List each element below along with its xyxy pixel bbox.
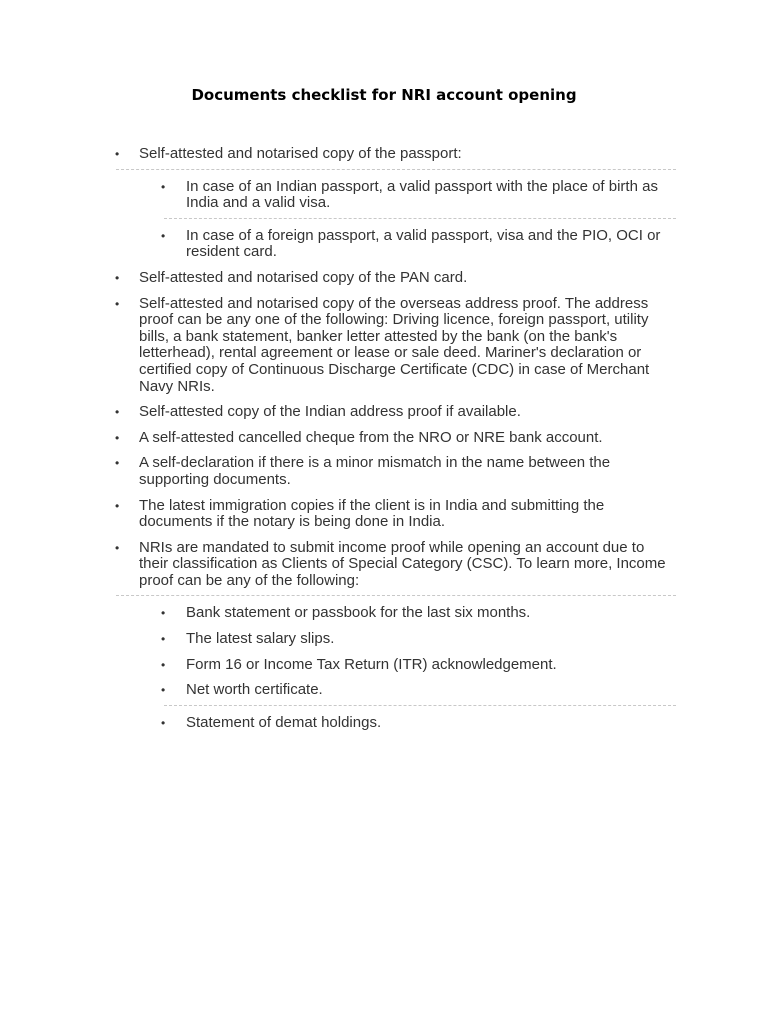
bullet-icon: •	[161, 683, 166, 698]
list-item-text: Self-attested copy of the Indian address proof if available.	[139, 403, 521, 421]
list-item-text: Net worth certificate.	[186, 681, 323, 699]
bullet-icon: •	[161, 179, 166, 194]
divider	[164, 705, 676, 706]
list-item-net-worth	[0, 682, 676, 699]
list-item-indian-passport	[0, 179, 676, 212]
checklist	[0, 146, 768, 731]
list-item-immigration	[0, 498, 669, 531]
list-item-text: Self-attested and notarised copy of the overseas address proof. The address proof can be any one of the following: Driving licence, foreign passport, utility bills, a bank statement, banker letter attested by the bank (on the bank's letterhead), rental agreement or lease or sale deed. Mariner's declaration or certified copy of Continuous Discharge Certificate (CDC) in case of Merchant Navy NRIs.	[139, 294, 650, 395]
list-item-bank-statement	[0, 605, 676, 622]
bullet-icon: •	[115, 147, 120, 161]
list-item-self-declaration	[0, 455, 669, 488]
list-item-text: A self-attested cancelled cheque from the NRO or NRE bank account.	[139, 428, 603, 446]
list-item-demat-holdings	[0, 715, 676, 732]
list-item-text: Form 16 or Income Tax Return (ITR) acknowledgement.	[186, 655, 557, 673]
list-item-pan-card	[0, 270, 669, 287]
bullet-icon: •	[115, 296, 120, 311]
list-item-salary-slips	[0, 631, 676, 648]
list-item-text: Statement of demat holdings.	[186, 713, 382, 731]
bullet-icon: •	[115, 498, 120, 513]
divider	[164, 218, 676, 219]
list-item-text: Self-attested and notarised copy of the PAN card.	[139, 268, 468, 286]
list-item-passport	[0, 146, 669, 163]
list-item-text: In case of an Indian passport, a valid passport with the place of birth as India and a valid visa.	[186, 177, 658, 212]
divider	[116, 169, 676, 170]
bullet-icon: •	[115, 430, 120, 445]
list-item-income-proof	[0, 540, 669, 590]
list-item-text: In case of a foreign passport, a valid passport, visa and the PIO, OCI or resident card.	[186, 226, 661, 261]
list-item-form-16	[0, 657, 676, 674]
bullet-icon: •	[115, 456, 120, 471]
list-item-foreign-passport	[0, 228, 676, 261]
bullet-icon: •	[115, 405, 120, 420]
list-item-cancelled-cheque	[0, 430, 669, 447]
bullet-icon: •	[161, 606, 166, 621]
bullet-icon: •	[161, 715, 166, 730]
page-title: Documents checklist for NRI account opening	[191, 86, 577, 104]
list-item-text: The latest salary slips.	[186, 630, 335, 648]
list-item-text: NRIs are mandated to submit income proof while opening an account due to their classification as Clients of Special Category (CSC). To learn more, Income proof can be any of the following:	[139, 538, 666, 589]
list-item-text: The latest immigration copies if the client is in India and submitting the documents if the notary is being done in India.	[139, 496, 605, 531]
bullet-icon: •	[161, 632, 166, 647]
list-item-text: Bank statement or passbook for the last six months.	[186, 604, 531, 622]
bullet-icon: •	[161, 657, 166, 672]
bullet-icon: •	[161, 228, 166, 243]
bullet-icon: •	[115, 270, 120, 285]
list-item-text: A self-declaration if there is a minor mismatch in the name between the supporting documents.	[139, 454, 611, 488]
list-item-indian-address	[0, 404, 669, 421]
bullet-icon: •	[115, 540, 120, 555]
list-item-overseas-address	[0, 296, 669, 396]
list-item-text: Self-attested and notarised copy of the passport:	[139, 145, 462, 162]
divider	[116, 595, 676, 596]
